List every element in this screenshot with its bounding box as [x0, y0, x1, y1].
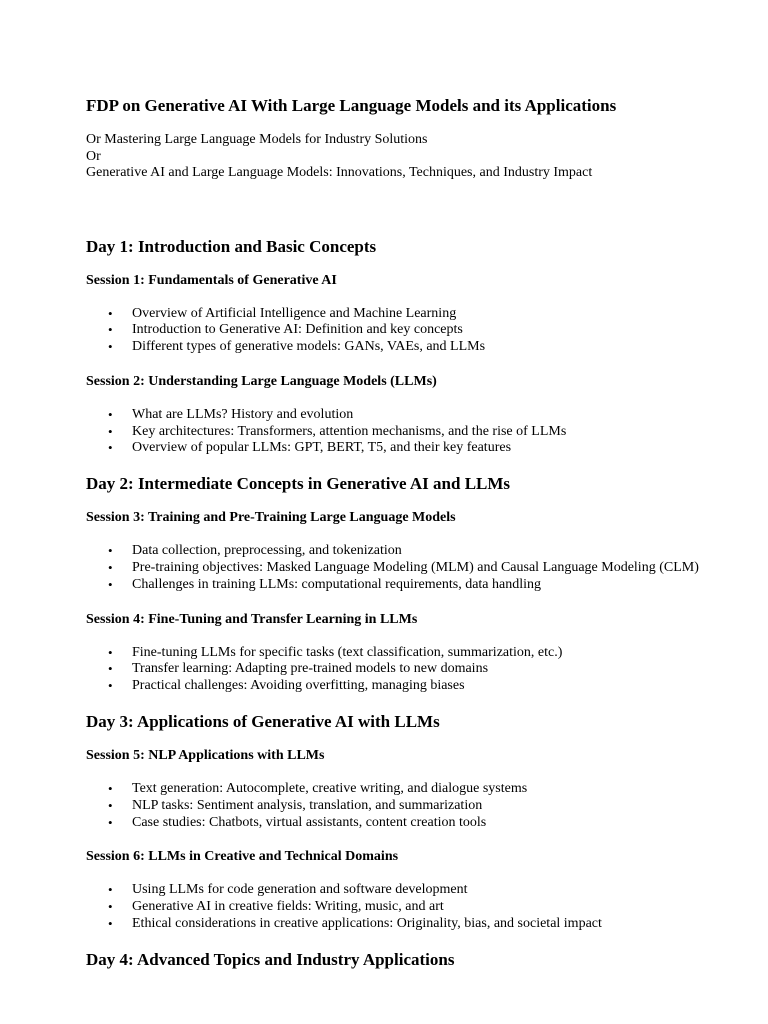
- day-heading: Day 2: Intermediate Concepts in Generative AI and LLMs: [86, 474, 511, 494]
- bullet-list: [86, 407, 746, 457]
- list-item: [108, 543, 746, 560]
- list-item-text: Practical challenges: Avoiding overfitting, managing biases: [132, 678, 465, 694]
- bullet-icon: •: [108, 543, 113, 559]
- day-section: [86, 474, 746, 695]
- bullet-list: [86, 543, 746, 593]
- list-item-text: Text generation: Autocomplete, creative writing, and dialogue systems: [132, 781, 528, 797]
- bullet-icon: •: [108, 899, 113, 915]
- list-item-text: Different types of generative models: GANs, VAEs, and LLMs: [132, 339, 486, 355]
- bullet-icon: •: [108, 661, 113, 677]
- list-item-text: Introduction to Generative AI: Definition and key concepts: [132, 322, 463, 338]
- list-item-text: Challenges in training LLMs: computational requirements, data handling: [132, 576, 542, 592]
- session-heading: Session 4: Fine-Tuning and Transfer Learning in LLMs: [86, 611, 418, 627]
- session-heading: Session 5: NLP Applications with LLMs: [86, 748, 325, 764]
- list-item-text: Ethical considerations in creative applications: Originality, bias, and societal impact: [132, 916, 602, 932]
- bullet-icon: •: [108, 339, 113, 355]
- list-item: [108, 882, 746, 899]
- bullet-list: [86, 645, 746, 695]
- list-item-text: What are LLMs? History and evolution: [132, 406, 354, 422]
- list-item-text: NLP tasks: Sentiment analysis, translation, and summarization: [132, 797, 483, 813]
- bullet-icon: •: [108, 678, 113, 694]
- bullet-list: [86, 306, 746, 356]
- list-item-text: Generative AI in creative fields: Writing, music, and art: [132, 899, 444, 915]
- list-item: [108, 916, 746, 933]
- bullet-icon: •: [108, 781, 113, 797]
- list-item-text: Key architectures: Transformers, attention mechanisms, and the rise of LLMs: [132, 423, 567, 439]
- bullet-icon: •: [108, 882, 113, 898]
- list-item: [108, 440, 746, 457]
- subtitle-line: Or Mastering Large Language Models for Industry Solutions: [86, 132, 428, 147]
- bullet-icon: •: [108, 916, 113, 932]
- list-item-text: Overview of Artificial Intelligence and Machine Learning: [132, 305, 457, 321]
- list-item: [108, 576, 746, 594]
- list-item: [108, 406, 746, 424]
- list-item-text: Transfer learning: Adapting pre-trained models to new domains: [132, 661, 489, 677]
- list-item: [108, 339, 746, 356]
- document-page: [86, 96, 746, 985]
- subtitle-line: Or: [86, 148, 101, 164]
- list-item: [108, 781, 746, 798]
- day-section: [86, 712, 746, 933]
- bullet-icon: •: [108, 576, 113, 592]
- list-item: [108, 560, 746, 577]
- list-item: [108, 644, 746, 662]
- list-item-text: Overview of popular LLMs: GPT, BERT, T5, and their key features: [132, 440, 512, 456]
- bullet-icon: •: [108, 560, 113, 576]
- day-heading: Day 3: Applications of Generative AI with LLMs: [86, 712, 440, 732]
- bullet-icon: •: [108, 322, 113, 338]
- subtitle-block: [86, 132, 746, 182]
- bullet-icon: •: [108, 797, 113, 813]
- list-item: [108, 899, 746, 916]
- session-heading: Session 2: Understanding Large Language Models (LLMs): [86, 373, 437, 389]
- session-heading: Session 3: Training and Pre-Training Large Language Models: [86, 510, 456, 526]
- bullet-icon: •: [108, 406, 113, 422]
- session-heading: Session 6: LLMs in Creative and Technical Domains: [86, 849, 399, 865]
- list-item: [108, 661, 746, 678]
- list-item-text: Data collection, preprocessing, and tokenization: [132, 543, 402, 559]
- list-item-text: Using LLMs for code generation and software development: [132, 882, 468, 898]
- bullet-list: [86, 882, 746, 932]
- list-item: [108, 814, 746, 832]
- bullet-icon: •: [108, 814, 113, 830]
- bullet-icon: •: [108, 644, 113, 660]
- subtitle-line: Generative AI and Large Language Models: Innovations, Techniques, and Industry Impact: [86, 165, 593, 180]
- list-item: [108, 322, 746, 339]
- list-item: [108, 678, 746, 695]
- list-item: [108, 305, 746, 323]
- bullet-icon: •: [108, 305, 113, 321]
- list-item-text: Case studies: Chatbots, virtual assistants, content creation tools: [132, 814, 487, 830]
- day-heading: Day 1: Introduction and Basic Concepts: [86, 236, 377, 256]
- list-item-text: Fine-tuning LLMs for specific tasks (text classification, summarization, etc.): [132, 644, 563, 660]
- list-item-text: Pre-training objectives: Masked Language Modeling (MLM) and Causal Language Modeling (CLM): [132, 560, 699, 576]
- bullet-list: [86, 781, 746, 831]
- bullet-icon: •: [108, 440, 113, 456]
- document-title: FDP on Generative AI With Large Language Models and its Applications: [86, 96, 617, 115]
- day-heading: Day 4: Advanced Topics and Industry Applications: [86, 949, 455, 969]
- day-section: [86, 237, 746, 458]
- session-heading: Session 1: Fundamentals of Generative AI: [86, 272, 337, 288]
- list-item: [108, 423, 746, 441]
- bullet-icon: •: [108, 423, 113, 439]
- day-section: [86, 950, 746, 970]
- list-item: [108, 797, 746, 815]
